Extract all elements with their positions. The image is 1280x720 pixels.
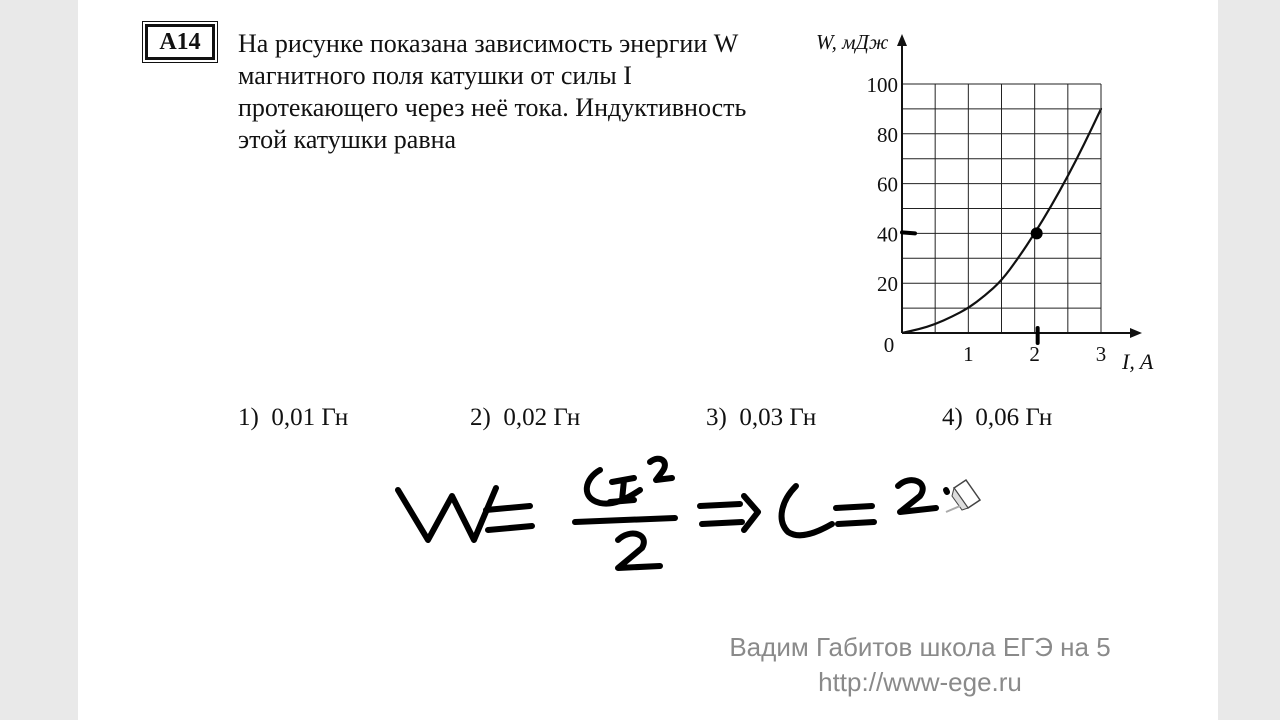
hw-equals-3	[836, 506, 874, 524]
answer-2[interactable]	[470, 404, 580, 432]
handwritten-marks	[902, 227, 1043, 343]
answer-4[interactable]	[942, 404, 1052, 432]
x-axis-label: I, A	[1122, 349, 1154, 374]
answer-3[interactable]	[706, 404, 816, 432]
answer-3-value: 0,03 Гн	[739, 404, 817, 431]
answer-1-num: 1)	[238, 404, 259, 431]
y-axis-arrow	[897, 34, 907, 46]
answer-4-value: 0,06 Гн	[975, 404, 1053, 431]
handwritten-formula	[398, 459, 947, 568]
y-tick-label: 40	[877, 222, 898, 247]
answer-1[interactable]	[238, 404, 348, 432]
hw-2	[898, 480, 936, 512]
answer-options	[0, 404, 1280, 438]
y-tick-label: 80	[877, 122, 898, 147]
hw-L-2	[782, 486, 832, 535]
hw-letter-W	[398, 488, 496, 540]
watermark-author: Вадим Габитов школа ЕГЭ на 5	[729, 632, 1111, 662]
x-tick-label: 1	[963, 342, 974, 366]
y-marker-dash	[902, 232, 915, 233]
chart-axes	[897, 34, 1142, 338]
hw-superscript-2	[650, 459, 672, 480]
answer-2-value: 0,02 Гн	[503, 404, 581, 431]
pencil-cursor-icon	[946, 480, 980, 512]
chart-grid	[902, 84, 1101, 333]
y-tick-label: 20	[877, 272, 898, 297]
y-tick-label: 60	[877, 172, 898, 197]
hw-equals-2	[700, 504, 742, 524]
hw-arrow-head	[744, 496, 758, 530]
hw-I	[610, 478, 634, 502]
x-axis-arrow	[1130, 328, 1142, 338]
y-tick-label: 100	[866, 73, 898, 97]
marked-point	[1031, 227, 1043, 239]
hw-denominator-2	[618, 534, 660, 568]
problem-line-2-text: магнитного поля катушки от силы I	[238, 61, 632, 90]
problem-line-3: протекающего через неё тока. Индуктивность	[238, 93, 747, 122]
x-tick-label: 0	[883, 333, 895, 357]
answer-3-num: 3)	[706, 404, 727, 431]
answer-2-num: 2)	[470, 404, 491, 431]
answer-1-value: 0,01 Гн	[271, 404, 349, 431]
hw-fraction-bar	[575, 518, 675, 522]
hw-equals-1	[486, 506, 532, 530]
watermark-url: http://www-ege.ru	[818, 667, 1022, 697]
hw-dot	[946, 490, 947, 492]
y-axis-label: W, мДж	[816, 30, 889, 54]
problem-number: A14	[145, 24, 215, 60]
problem-line-4: этой катушки равна	[238, 125, 457, 154]
x-tick-label: 2	[1029, 342, 1040, 366]
x-tick-label: 3	[1095, 342, 1107, 366]
problem-line-1: На рисунке показана зависимость энергии W	[238, 29, 739, 58]
answer-4-num: 4)	[942, 404, 963, 431]
